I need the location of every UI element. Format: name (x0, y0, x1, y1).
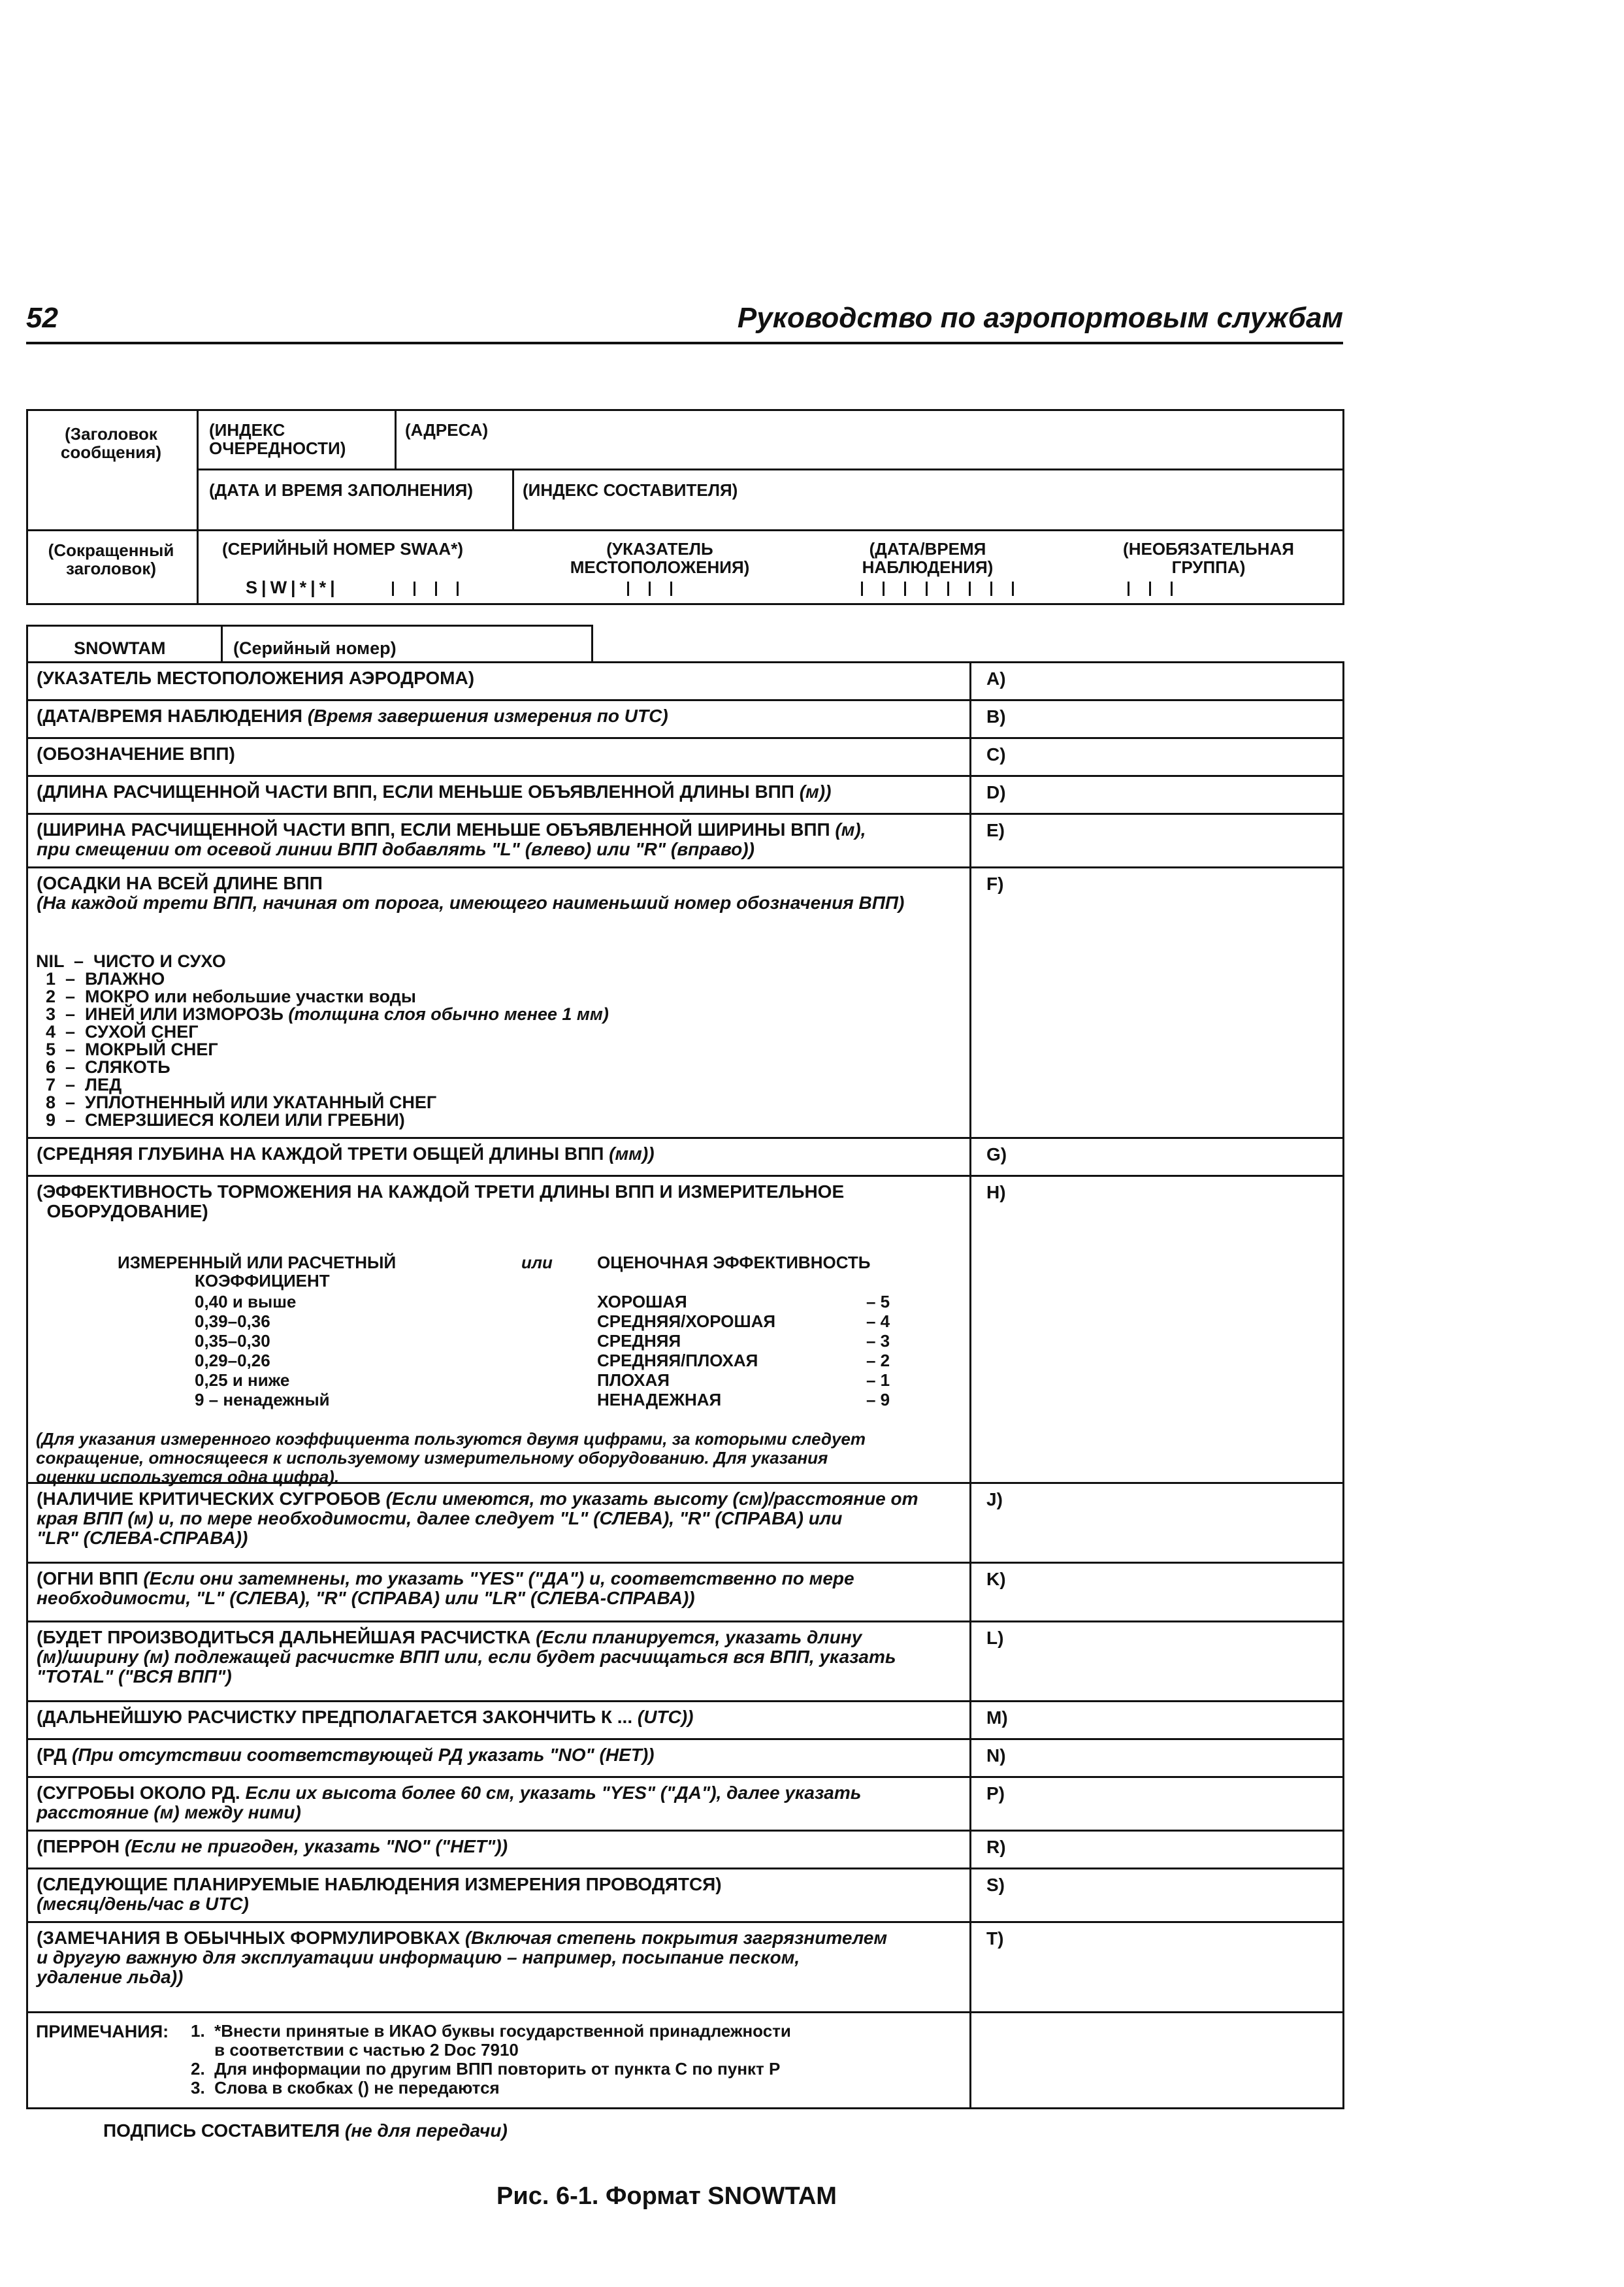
item-description (37, 782, 977, 802)
snowtam-tab (26, 625, 593, 663)
priority-indicator-label: (ИНДЕКС ОЧЕРЕДНОСТИ) (209, 420, 346, 458)
snowtam-item-s (26, 1867, 1344, 1921)
text-line (37, 840, 977, 859)
braking-coefficient: 0,25 и ниже (195, 1370, 290, 1390)
text-run: (месяц/день/час в UTC) (37, 1894, 249, 1914)
location-indicator-ticks (627, 582, 692, 596)
text-line (37, 1783, 977, 1803)
snowtam-tab-divider (221, 627, 223, 663)
text-line (37, 1628, 977, 1647)
text-run: "TOTAL" ("ВСЯ ВПП") (37, 1666, 232, 1686)
observation-time-ticks (861, 582, 1033, 596)
text-line (37, 893, 977, 913)
text-run: NIL – ЧИСТО И СУХО (36, 951, 226, 971)
filing-time-label: (ДАТА И ВРЕМЯ ЗАПОЛНЕНИЯ) (209, 480, 474, 500)
text-line (36, 1006, 950, 1023)
note-item: 2. Для информации по другим ВПП повторить от пункта С по пункт Р (191, 2059, 781, 2079)
text-run: (Если имеются, то указать высоту (см)/расстояние от (385, 1489, 918, 1509)
text-run: при смещении от осевой линии ВПП добавлять "L" (влево) или "R" (вправо)) (37, 839, 755, 859)
running-title: Руководство по аэропортовым службам (737, 302, 1343, 334)
item-code: L) (986, 1628, 1004, 1648)
snowtam-item-d (26, 775, 1344, 813)
text-line (37, 1667, 977, 1686)
snowtam-item-k (26, 1562, 1344, 1621)
braking-estimate: СРЕДНЯЯ/ХОРОШАЯ (597, 1311, 776, 1331)
item-code: R) (986, 1837, 1006, 1857)
item-description (37, 1783, 977, 1822)
text-line (37, 668, 977, 688)
text-run: необходимости, "L" (СЛЕВА), "R" (СПРАВА) или "LR" (СЛЕВА-СПРАВА)) (37, 1588, 695, 1608)
item-description (37, 1875, 977, 1914)
originator-label: (ИНДЕКС СОСТАВИТЕЛЯ) (523, 480, 738, 500)
snowtam-item-b (26, 699, 1344, 737)
text-run: (СЛЕДУЮЩИЕ ПЛАНИРУЕМЫЕ НАБЛЮДЕНИЯ ИЗМЕРЕНИЯ ПРОВОДЯТСЯ) (37, 1874, 722, 1894)
braking-code: – 5 (866, 1292, 890, 1311)
snowtam-item-m (26, 1700, 1344, 1738)
header-divider (395, 409, 397, 470)
item-description (37, 874, 977, 913)
text-line (37, 1928, 977, 1948)
braking-code: – 9 (866, 1390, 890, 1409)
item-description (37, 1928, 977, 1987)
text-run: края ВПП (м) и, по мере необходимости, далее следует "L" (СЛЕВА), "R" (СПРАВА) или (37, 1508, 843, 1528)
text-line (36, 1094, 950, 1111)
text-line (37, 1528, 977, 1548)
text-line (37, 1569, 977, 1588)
text-line (37, 1509, 977, 1528)
braking-coefficient: 9 – ненадежный (195, 1390, 330, 1409)
text-run: (ДЛИНА РАСЧИЩЕННОЙ ЧАСТИ ВПП, ЕСЛИ МЕНЬШЕ ОБЪЯВЛЕННОЙ ДЛИНЫ ВПП (37, 782, 800, 802)
text-run: удаление льда)) (37, 1967, 184, 1987)
item-code: F) (986, 874, 1004, 894)
text-run: (БУДЕТ ПРОИЗВОДИТЬСЯ ДАЛЬНЕЙШАЯ РАСЧИСТКА (37, 1627, 536, 1647)
text-line (37, 1707, 977, 1727)
note-line: сокращение, относящееся к используемому измерительному оборудованию. Для указания (36, 1448, 828, 1468)
text-run: ОБОРУДОВАНИЕ) (37, 1201, 208, 1221)
observation-time-label: (ДАТА/ВРЕМЯ НАБЛЮДЕНИЯ) (862, 539, 994, 577)
note-item: 1. *Внести принятые в ИКАО буквы государственной принадлежности (191, 2021, 791, 2041)
text-line (37, 1182, 977, 1202)
item-code: A) (986, 668, 1006, 689)
text-line (37, 706, 977, 726)
item-code: H) (986, 1182, 1006, 1202)
text-run: (РД (37, 1745, 72, 1765)
text-line (36, 970, 950, 988)
braking-estimate: НЕНАДЕЖНАЯ (597, 1390, 722, 1409)
message-heading-label: (Заголовок сообщения) (60, 424, 162, 462)
text-line (37, 1875, 977, 1894)
text-run: (Если они затемнены, то указать "YES" ("ДА") и, соответственно по мере (143, 1568, 854, 1588)
text-run: (мм)) (609, 1144, 655, 1164)
text-run: (ЗАМЕЧАНИЯ В ОБЫЧНЫХ ФОРМУЛИРОВКАХ (37, 1928, 465, 1948)
text-run: "LR" (СЛЕВА-СПРАВА)) (37, 1528, 248, 1548)
text-run: (ПЕРРОН (37, 1836, 125, 1856)
text-run: (СРЕДНЯЯ ГЛУБИНА НА КАЖДОЙ ТРЕТИ ОБЩЕЙ ДЛИНЫ ВПП (37, 1144, 609, 1164)
text-run: (СУГРОБЫ ОКОЛО РД. (37, 1783, 246, 1803)
item-code: C) (986, 744, 1006, 765)
snowtam-item-g (26, 1137, 1344, 1175)
text-line (36, 1023, 950, 1041)
header-divider (512, 469, 514, 531)
text-run: 9 – СМЕРЗШИЕСЯ КОЛЕИ ИЛИ ГРЕБНИ) (36, 1110, 405, 1130)
text-run: (ШИРИНА РАСЧИЩЕННОЙ ЧАСТИ ВПП, ЕСЛИ МЕНЬШЕ ОБЪЯВЛЕННОЙ ШИРИНЫ ВПП (37, 819, 836, 840)
text-run: (ДАЛЬНЕЙШУЮ РАСЧИСТКУ ПРЕДПОЛАГАЕТСЯ ЗАКОНЧИТЬ К ... (37, 1707, 638, 1727)
braking-code: – 1 (866, 1370, 890, 1390)
notes-label: ПРИМЕЧАНИЯ: (36, 2022, 169, 2041)
text-run: (Если планируется, указать длину (536, 1627, 862, 1647)
text-run: (м), (835, 819, 866, 840)
braking-code: – 3 (866, 1331, 890, 1351)
swaa-serial-ticks (392, 582, 478, 596)
optional-group-ticks (1128, 582, 1192, 596)
swaa-serial-label: (СЕРИЙНЫЙ НОМЕР SWAA*) (222, 539, 463, 559)
snowtam-item-c (26, 737, 1344, 775)
item-code: B) (986, 706, 1006, 727)
header-divider (197, 469, 1344, 470)
text-line (36, 1041, 950, 1059)
abbreviated-heading-label: (Сокращенный заголовок) (48, 540, 174, 578)
text-run: (ОСАДКИ НА ВСЕЙ ДЛИНЕ ВПП (37, 873, 323, 893)
item-code: D) (986, 782, 1006, 802)
header-rule (26, 342, 1343, 344)
snowtam-serial-label: (Серийный номер) (233, 638, 397, 658)
text-line (37, 1894, 977, 1914)
text-line (37, 1837, 977, 1856)
item-code: N) (986, 1745, 1006, 1766)
text-line (37, 1803, 977, 1822)
snowtam-item-r (26, 1830, 1344, 1867)
braking-estimate: СРЕДНЯЯ (597, 1331, 681, 1351)
text-run: (ОБОЗНАЧЕНИЕ ВПП) (37, 744, 235, 764)
item-code: S) (986, 1875, 1005, 1895)
text-line (37, 744, 977, 764)
text-run: 6 – СЛЯКОТЬ (36, 1057, 171, 1077)
f-deposit-code-list (36, 953, 950, 1129)
text-run: 8 – УПЛОТНЕННЫЙ ИЛИ УКАТАННЫЙ СНЕГ (36, 1093, 437, 1112)
item-description (37, 1182, 977, 1221)
item-code: G) (986, 1144, 1007, 1164)
text-line (37, 1948, 977, 1967)
note-item: в соответствии с частью 2 Doc 7910 (191, 2040, 519, 2060)
braking-coefficient: 0,39–0,36 (195, 1311, 270, 1331)
braking-coefficient: 0,35–0,30 (195, 1331, 270, 1351)
note-item: 3. Слова в скобках () не передаются (191, 2078, 500, 2098)
braking-code: – 2 (866, 1351, 890, 1370)
braking-measured-header: ИЗМЕРЕННЫЙ ИЛИ РАСЧЕТНЫЙ (118, 1253, 397, 1272)
page-number: 52 (26, 302, 58, 334)
signature-note: (не для передачи) (344, 2120, 508, 2141)
item-description (37, 1489, 977, 1548)
text-run: (Если не пригоден, указать "NO" ("НЕТ")) (124, 1836, 508, 1856)
braking-estimate: СРЕДНЯЯ/ПЛОХАЯ (597, 1351, 758, 1370)
text-run: (На каждой трети ВПП, начиная от порога, имеющего наименьший номер обозначения ВПП) (37, 893, 905, 913)
text-line (37, 874, 977, 893)
snowtam-item-t (26, 1921, 1344, 1987)
text-run: Если их высота более 60 см, указать "YES" ("ДА"), далее указать (245, 1783, 862, 1803)
addresses-label: (АДРЕСА) (405, 420, 489, 440)
item-code: P) (986, 1783, 1005, 1803)
item-code: E) (986, 820, 1005, 840)
header-divider (26, 529, 1344, 531)
item-description (37, 1144, 977, 1164)
text-line (36, 1059, 950, 1076)
text-line (37, 1489, 977, 1509)
item-description (37, 668, 977, 688)
item-code: M) (986, 1707, 1008, 1728)
text-run: (толщина слоя обычно менее 1 мм) (288, 1004, 609, 1024)
text-run: (UTC)) (637, 1707, 694, 1727)
braking-measured-header-2: КОЭФФИЦИЕНТ (195, 1271, 330, 1291)
braking-estimated-header: ОЦЕНОЧНАЯ ЭФФЕКТИВНОСТЬ (597, 1253, 871, 1272)
text-run: (м)/ширину (м) подлежащей расчистке ВПП или, если будет расчищаться вся ВПП, указать (37, 1647, 896, 1667)
item-description (37, 1628, 977, 1686)
text-run: (НАЛИЧИЕ КРИТИЧЕСКИХ СУГРОБОВ (37, 1489, 386, 1509)
note-line: оценки используется одна цифра). (36, 1467, 340, 1487)
text-line (37, 1588, 977, 1608)
figure-caption: Рис. 6-1. Формат SNOWTAM (496, 2182, 837, 2210)
text-run: (Включая степень покрытия загрязнителем (464, 1928, 888, 1948)
braking-table (118, 1253, 947, 1423)
braking-coefficient: 0,40 и выше (195, 1292, 297, 1311)
text-run: 7 – ЛЕД (36, 1075, 122, 1094)
braking-coefficient: 0,29–0,26 (195, 1351, 270, 1370)
originator-signature (103, 2120, 508, 2141)
braking-estimate: ПЛОХАЯ (597, 1370, 670, 1390)
text-line (36, 1076, 950, 1094)
text-line (37, 1745, 977, 1765)
text-run: и другую важную для эксплуатации информацию – например, посыпание песком, (37, 1947, 800, 1967)
text-run: 1 – ВЛАЖНО (36, 969, 165, 989)
braking-or: или (521, 1253, 553, 1272)
text-run: 5 – МОКРЫЙ СНЕГ (36, 1040, 218, 1059)
text-run: (При отсутствии соответствующей РД указать "NO" (НЕТ)) (71, 1745, 655, 1765)
text-line (37, 1144, 977, 1164)
braking-code: – 4 (866, 1311, 890, 1331)
swaa-serial-letters: S|W|*|*| (246, 578, 339, 597)
note-line: (Для указания измеренного коэффициента пользуются двумя цифрами, за которыми следует (36, 1429, 866, 1449)
text-line (37, 1202, 977, 1221)
text-run: 4 – СУХОЙ СНЕГ (36, 1022, 199, 1042)
snowtam-item-p (26, 1776, 1344, 1830)
item-description (37, 820, 977, 859)
optional-group-label: (НЕОБЯЗАТЕЛЬНАЯ ГРУППА) (1123, 539, 1294, 577)
item-code: T) (986, 1928, 1004, 1949)
text-run: (Время завершения измерения по UTC) (307, 706, 668, 726)
item-description (37, 744, 977, 764)
item-description (37, 1707, 977, 1727)
text-line (37, 1967, 977, 1987)
braking-note (36, 1430, 964, 1487)
text-line (36, 988, 950, 1006)
location-indicator-label: (УКАЗАТЕЛЬ МЕСТОПОЛОЖЕНИЯ) (570, 539, 750, 577)
item-description (37, 706, 977, 726)
text-line (37, 782, 977, 802)
snowtam-item-l (26, 1621, 1344, 1700)
item-code: J) (986, 1489, 1003, 1509)
text-run: расстояние (м) между ними) (37, 1802, 301, 1822)
text-run: 2 – МОКРО или небольшие участки воды (36, 987, 416, 1006)
snowtam-item-j (26, 1482, 1344, 1562)
signature-text: ПОДПИСЬ СОСТАВИТЕЛЯ (103, 2120, 345, 2141)
text-line (36, 953, 950, 970)
text-run: (УКАЗАТЕЛЬ МЕСТОПОЛОЖЕНИЯ АЭРОДРОМА) (37, 668, 475, 688)
item-description (37, 1569, 977, 1608)
item-description (37, 1745, 977, 1765)
text-line (37, 1647, 977, 1667)
notes-list (191, 2022, 791, 2098)
item-code: K) (986, 1569, 1006, 1589)
header-divider (197, 409, 199, 605)
snowtam-item-e (26, 813, 1344, 866)
text-run: (ДАТА/ВРЕМЯ НАБЛЮДЕНИЯ (37, 706, 308, 726)
text-run: (м)) (799, 782, 832, 802)
text-run: (ЭФФЕКТИВНОСТЬ ТОРМОЖЕНИЯ НА КАЖДОЙ ТРЕТИ ДЛИНЫ ВПП И ИЗМЕРИТЕЛЬНОЕ (37, 1181, 845, 1202)
text-line (37, 820, 977, 840)
braking-estimate: ХОРОШАЯ (597, 1292, 687, 1311)
snowtam-title: SNOWTAM (74, 638, 166, 658)
text-run: (ОГНИ ВПП (37, 1568, 144, 1588)
f-deposit-codes (36, 953, 950, 1129)
text-line (36, 1111, 950, 1129)
snowtam-item-a (26, 661, 1344, 699)
snowtam-item-n (26, 1738, 1344, 1776)
item-description (37, 1837, 977, 1856)
text-run: 3 – ИНЕЙ ИЛИ ИЗМОРОЗЬ (36, 1004, 289, 1024)
